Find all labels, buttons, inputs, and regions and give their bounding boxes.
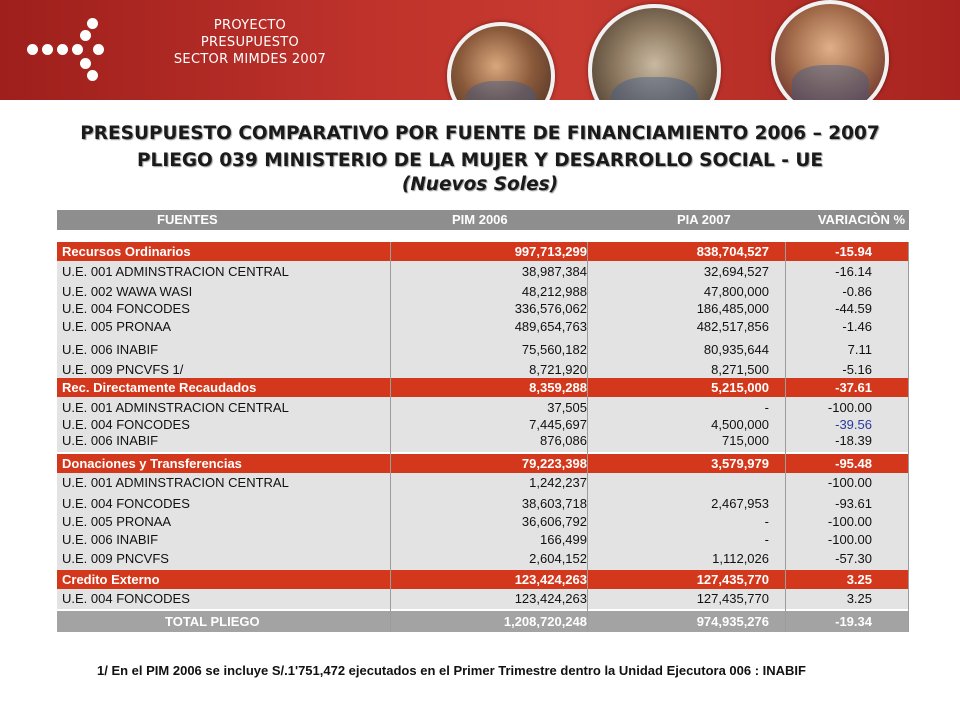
row-pia: 1,112,026 bbox=[712, 551, 769, 566]
col-header-variacion: VARIACIÒN % bbox=[817, 212, 905, 227]
row-var: -93.61 bbox=[835, 496, 872, 511]
row-pim: 48,212,988 bbox=[521, 284, 587, 299]
group-name: Credito Externo bbox=[62, 572, 160, 587]
total-var: -19.34 bbox=[835, 614, 872, 629]
col-header-pim: PIM 2006 bbox=[452, 212, 508, 227]
footnote: 1/ En el PIM 2006 se incluye S/.1'751,472 ejecutados en el Primer Trimestre dentro la Unidad Ejecutora 006 : INABIF bbox=[97, 663, 806, 678]
row-pia: 2,467,953 bbox=[711, 496, 769, 511]
row-pim: 38,603,718 bbox=[521, 496, 587, 511]
row-ue: U.E. 009 PNCVFS 1/ bbox=[62, 362, 184, 377]
row-ue: U.E. 006 INABIF bbox=[62, 433, 159, 448]
row-pia: 715,000 bbox=[722, 433, 769, 448]
row-pim: 489,654,763 bbox=[514, 319, 587, 334]
col-divider bbox=[587, 242, 588, 632]
row-ue: U.E. 001 ADMINSTRACION CENTRAL bbox=[62, 400, 289, 415]
row-var: -0.86 bbox=[842, 284, 872, 299]
row-pia: - bbox=[764, 400, 769, 415]
row-ue: U.E. 009 PNCVFS bbox=[62, 551, 169, 566]
row-pia: - bbox=[764, 532, 769, 547]
group-var: 3.25 bbox=[846, 572, 872, 587]
total-pim: 1,208,720,248 bbox=[503, 614, 587, 629]
group-name: Recursos Ordinarios bbox=[62, 244, 191, 259]
row-pim: 2,604,152 bbox=[529, 551, 587, 566]
row-pim: 38,987,384 bbox=[521, 264, 587, 279]
col-header-pia: PIA 2007 bbox=[677, 212, 731, 227]
group-name: Rec. Directamente Recaudados bbox=[62, 380, 257, 395]
title-line-2: PLIEGO 039 MINISTERIO DE LA MUJER Y DESARROLLO SOCIAL - UE bbox=[136, 150, 824, 171]
group-pim: 997,713,299 bbox=[514, 244, 587, 259]
group-row-recursos-ordinarios bbox=[57, 242, 909, 261]
row-ue: U.E. 006 INABIF bbox=[62, 342, 159, 357]
row-pim: 166,499 bbox=[540, 532, 587, 547]
row-pim: 1,242,237 bbox=[529, 475, 587, 490]
group-pia: 127,435,770 bbox=[696, 572, 769, 587]
row-var: -1.46 bbox=[842, 319, 872, 334]
row-pia: 186,485,000 bbox=[696, 301, 769, 316]
row-pim: 75,560,182 bbox=[521, 342, 587, 357]
group-pia: 3,579,979 bbox=[711, 456, 769, 471]
row-ue: U.E. 005 PRONAA bbox=[62, 514, 172, 529]
row-ue: U.E. 001 ADMINSTRACION CENTRAL bbox=[62, 264, 289, 279]
group-var: -15.94 bbox=[835, 244, 872, 259]
row-pia: 32,694,527 bbox=[703, 264, 769, 279]
row-ue: U.E. 001 ADMINSTRACION CENTRAL bbox=[62, 475, 289, 490]
group-row-donaciones-transferencias bbox=[57, 454, 909, 473]
row-pim: 123,424,263 bbox=[514, 591, 587, 606]
row-var: -16.14 bbox=[835, 264, 872, 279]
group-body-credito-externo bbox=[57, 589, 909, 609]
col-header-fuentes: FUENTES bbox=[157, 212, 218, 227]
row-pia: 127,435,770 bbox=[696, 591, 769, 606]
row-var: -100.00 bbox=[827, 400, 872, 415]
row-var: -18.39 bbox=[835, 433, 872, 448]
col-divider bbox=[785, 242, 786, 632]
group-body-recursos-ordinarios bbox=[57, 261, 909, 378]
total-row bbox=[57, 611, 909, 632]
row-var: -100.00 bbox=[827, 475, 872, 490]
row-var: -100.00 bbox=[827, 532, 872, 547]
col-divider bbox=[908, 242, 909, 632]
header-banner bbox=[0, 0, 960, 100]
project-line-3: SECTOR MIMDES 2007 bbox=[173, 52, 327, 67]
row-ue: U.E. 006 INABIF bbox=[62, 532, 159, 547]
row-var: 7.11 bbox=[847, 342, 872, 357]
row-pim: 8,721,920 bbox=[529, 362, 587, 377]
group-body-donaciones-transferencias bbox=[57, 473, 909, 570]
row-var: -5.16 bbox=[842, 362, 872, 377]
group-pia: 5,215,000 bbox=[711, 380, 769, 395]
row-pia: 47,800,000 bbox=[703, 284, 769, 299]
row-pia: - bbox=[764, 514, 769, 529]
group-pim: 8,359,288 bbox=[529, 380, 587, 395]
group-row-rec-directamente-recaudados bbox=[57, 378, 909, 397]
row-ue: U.E. 005 PRONAA bbox=[62, 319, 172, 334]
group-pia: 838,704,527 bbox=[696, 244, 769, 259]
total-label: TOTAL PLIEGO bbox=[165, 614, 260, 629]
group-name: Donaciones y Transferencias bbox=[62, 456, 242, 471]
row-ue: U.E. 002 WAWA WASI bbox=[62, 284, 193, 299]
title-line-3: (Nuevos Soles) bbox=[401, 174, 559, 195]
row-ue: U.E. 004 FONCODES bbox=[62, 496, 190, 511]
row-pim: 37,505 bbox=[547, 400, 587, 415]
row-pim: 876,086 bbox=[540, 433, 587, 448]
row-pia: 8,271,500 bbox=[711, 362, 769, 377]
group-var: -95.48 bbox=[835, 456, 872, 471]
row-var: -39.56 bbox=[835, 417, 872, 432]
project-label bbox=[150, 17, 350, 68]
title-line-1: PRESUPUESTO COMPARATIVO POR FUENTE DE FINANCIAMIENTO 2006 – 2007 bbox=[80, 123, 880, 144]
project-line-2: PRESUPUESTO bbox=[200, 35, 300, 50]
project-line-1: PROYECTO bbox=[213, 18, 287, 33]
row-var: -57.30 bbox=[835, 551, 872, 566]
group-row-credito-externo bbox=[57, 570, 909, 589]
row-ue: U.E. 004 FONCODES bbox=[62, 417, 190, 432]
row-var: 3.25 bbox=[846, 591, 872, 606]
row-pim: 336,576,062 bbox=[514, 301, 587, 316]
group-body-rec-directamente-recaudados bbox=[57, 397, 909, 452]
group-pim: 123,424,263 bbox=[514, 572, 587, 587]
total-pia: 974,935,276 bbox=[696, 614, 769, 629]
table-header bbox=[57, 210, 909, 230]
group-var: -37.61 bbox=[835, 380, 872, 395]
row-ue: U.E. 004 FONCODES bbox=[62, 301, 190, 316]
row-var: -100.00 bbox=[827, 514, 872, 529]
row-var: -44.59 bbox=[835, 301, 872, 316]
row-pia: 482,517,856 bbox=[696, 319, 769, 334]
col-divider bbox=[390, 242, 391, 632]
row-pim: 7,445,697 bbox=[529, 417, 587, 432]
mimdes-logo bbox=[25, 18, 105, 78]
group-pim: 79,223,398 bbox=[521, 456, 587, 471]
row-ue: U.E. 004 FONCODES bbox=[62, 591, 190, 606]
row-pim: 36,606,792 bbox=[521, 514, 587, 529]
row-pia: 4,500,000 bbox=[711, 417, 769, 432]
row-pia: 80,935,644 bbox=[703, 342, 769, 357]
